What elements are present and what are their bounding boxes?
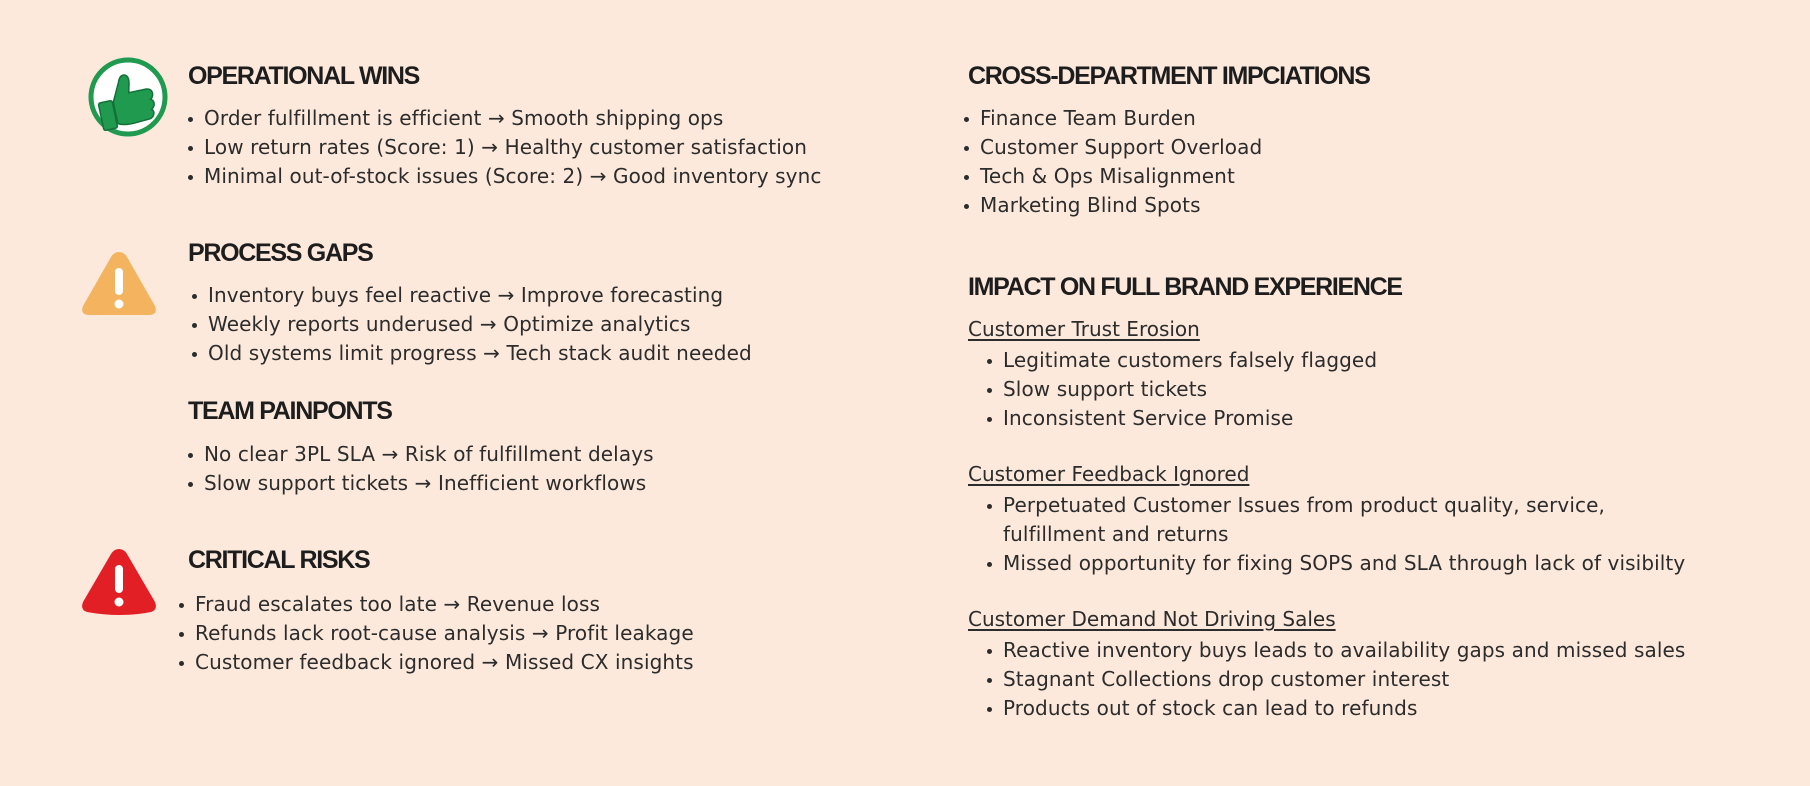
list-item: Finance Team Burden [962,104,1262,133]
list-item: Order fulfillment is efficient → Smooth shipping ops [186,104,821,133]
process-gaps-list [190,281,752,368]
thumbs-up-icon [88,57,168,142]
list-item: Inconsistent Service Promise [985,404,1377,433]
alert-octagon-icon [80,546,158,621]
customer-demand-label: Customer Demand Not Driving Sales [968,607,1336,631]
list-item: Fraud escalates too late → Revenue loss [177,590,694,619]
impact-heading: IMPACT ON FULL BRAND EXPERIENCE [968,273,1402,301]
customer-feedback-ignored-label: Customer Feedback Ignored [968,462,1250,486]
list-item: Marketing Blind Spots [962,191,1262,220]
list-item: Minimal out-of-stock issues (Score: 2) → Good inventory sync [186,162,821,191]
team-painpoints-list [186,440,654,498]
list-item: Old systems limit progress → Tech stack audit needed [190,339,752,368]
list-item: Customer feedback ignored → Missed CX insights [177,648,694,677]
list-item: Slow support tickets [985,375,1377,404]
process-gaps-heading: PROCESS GAPS [188,239,373,267]
customer-demand-list [985,636,1685,723]
critical-risks-heading: CRITICAL RISKS [188,546,370,574]
list-item: Reactive inventory buys leads to availability gaps and missed sales [985,636,1685,665]
operational-wins-list [186,104,821,191]
customer-trust-erosion-label: Customer Trust Erosion [968,317,1200,341]
customer-trust-erosion-list [985,346,1377,433]
cross-department-heading: CROSS-DEPARTMENT IMPCIATIONS [968,62,1370,90]
list-item: Refunds lack root-cause analysis → Profit leakage [177,619,694,648]
list-item: Slow support tickets → Inefficient workflows [186,469,654,498]
warning-triangle-icon [80,248,158,323]
list-item: Low return rates (Score: 1) → Healthy customer satisfaction [186,133,821,162]
team-painpoints-heading: TEAM PAINPONTS [188,397,392,425]
list-item: Customer Support Overload [962,133,1262,162]
list-item: Missed opportunity for fixing SOPS and SLA through lack of visibilty [985,549,1703,578]
operational-wins-heading: OPERATIONAL WINS [188,62,420,90]
list-item: No clear 3PL SLA → Risk of fulfillment delays [186,440,654,469]
customer-feedback-ignored-list [985,491,1703,578]
critical-risks-list [177,590,694,677]
list-item: Perpetuated Customer Issues from product quality, service, fulfillment and returns [985,491,1703,549]
cross-department-list [962,104,1262,220]
list-item: Legitimate customers falsely flagged [985,346,1377,375]
list-item: Inventory buys feel reactive → Improve forecasting [190,281,752,310]
list-item: Weekly reports underused → Optimize analytics [190,310,752,339]
list-item: Stagnant Collections drop customer interest [985,665,1685,694]
list-item: Tech & Ops Misalignment [962,162,1262,191]
list-item: Products out of stock can lead to refunds [985,694,1685,723]
